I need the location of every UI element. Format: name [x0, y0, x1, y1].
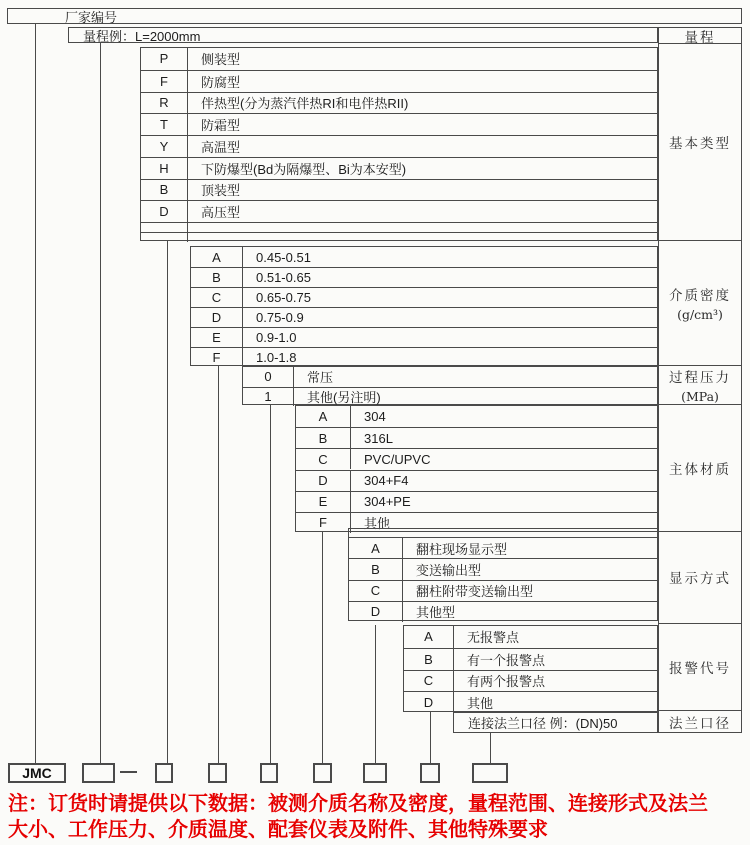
model-code-box-density [208, 763, 227, 783]
section-display [348, 528, 658, 621]
connector-line-pressure [270, 405, 271, 763]
category-label-unit: (MPa) [681, 389, 719, 404]
option-desc: 高温型 [201, 139, 241, 155]
category-label-pressure [659, 366, 741, 405]
option-code: T [141, 114, 188, 135]
option-desc: 304 [364, 409, 386, 425]
option-code: C [191, 288, 243, 307]
option-desc: 1.0-1.8 [256, 350, 297, 365]
connector-line-material [322, 532, 323, 763]
category-label-text: 过程压力 [669, 370, 731, 386]
option-desc: 0.45-0.51 [256, 249, 311, 265]
option-row-density-A [191, 247, 657, 267]
category-label-text: 法兰口径 [669, 715, 731, 732]
section-material [295, 405, 658, 532]
option-desc: 有两个报警点 [467, 674, 546, 690]
option-row-basic-type-P [141, 48, 657, 70]
manufacturer-row [7, 8, 742, 24]
range-row [68, 27, 658, 43]
category-label-text: 量程 [684, 29, 716, 46]
option-row-density-C [191, 287, 657, 307]
connector-line-flange [490, 733, 491, 763]
option-desc: 0.51-0.65 [256, 270, 311, 285]
category-label-text: 基本类型 [669, 136, 731, 153]
option-code: 1 [243, 388, 294, 407]
option-code: F [191, 348, 243, 367]
option-row-density-D [191, 307, 657, 327]
category-label-range [659, 28, 741, 44]
option-desc: PVC/UPVC [364, 451, 431, 467]
option-code: Y [141, 136, 188, 157]
option-row-empty [141, 232, 657, 242]
option-desc: 变送输出型 [416, 562, 482, 578]
option-desc: 防腐型 [201, 74, 241, 90]
section-alarm [403, 625, 658, 712]
option-row-material-E [296, 491, 657, 512]
connector-line-basic-type [167, 241, 168, 763]
option-desc: 防霜型 [201, 118, 241, 134]
model-code-box-flange [472, 763, 508, 783]
option-code: P [141, 48, 188, 70]
option-row-basic-type-D [141, 200, 657, 222]
option-code: D [191, 308, 243, 327]
option-code: A [191, 247, 243, 267]
option-row-basic-type-H [141, 157, 657, 179]
model-code-box-alarm [420, 763, 440, 783]
category-label-text: 显示方式 [669, 571, 731, 588]
option-desc: 0.9-1.0 [256, 330, 297, 345]
model-code-box-range [82, 763, 115, 783]
order-note-line-1: 注：订货时请提供以下数据：被测介质名称及密度，量程范围、连接形式及法兰 [8, 793, 708, 815]
range-example-label: 量程例：L=2000mm [83, 28, 201, 44]
option-code: C [296, 449, 351, 469]
option-desc: 高压型 [201, 205, 241, 221]
option-code: D [349, 602, 403, 622]
option-code: A [349, 538, 403, 558]
option-code: E [191, 328, 243, 347]
connector-line-range [100, 43, 101, 763]
option-row-basic-type-Y [141, 135, 657, 157]
category-label-density [659, 241, 741, 366]
category-label-basic-type [659, 44, 741, 241]
option-row-display-D [349, 601, 657, 622]
option-desc: 316L [364, 430, 393, 446]
flange-row [453, 712, 658, 733]
option-code: B [296, 428, 351, 448]
model-code-box-basic-type [155, 763, 173, 783]
option-row-pressure-0 [243, 367, 657, 387]
flange-row-label: 连接法兰口径 例：(DN)50 [468, 716, 618, 731]
option-row-basic-type-R [141, 92, 657, 114]
model-code-box-material [313, 763, 332, 783]
category-label-text: 介质密度 [669, 288, 731, 305]
connector-line-density [218, 366, 219, 763]
option-code: F [296, 513, 351, 533]
option-row-display-B [349, 558, 657, 579]
option-row-material-D [296, 470, 657, 491]
category-label-alarm [659, 624, 741, 711]
option-row-density-F [191, 347, 657, 367]
section-basic-type [140, 47, 658, 241]
option-code: B [349, 559, 403, 579]
option-desc: 伴热型(分为蒸汽伴热RI和电伴热RII) [201, 96, 409, 112]
option-desc: 顶装型 [201, 183, 241, 199]
connector-line-alarm [430, 712, 431, 763]
option-row-density-E [191, 327, 657, 347]
option-code: A [404, 626, 454, 648]
category-label-text: 主体材质 [669, 461, 731, 478]
option-desc: 翻柱现场显示型 [416, 541, 508, 557]
option-code: 0 [243, 367, 294, 387]
model-prefix-label: JMC [22, 765, 52, 781]
option-row-alarm-D [404, 691, 657, 713]
option-code-empty [141, 233, 188, 242]
option-code: E [296, 492, 351, 512]
option-desc: 翻柱附带变送输出型 [416, 584, 534, 600]
option-desc: 304+F4 [364, 473, 409, 489]
option-row-alarm-B [404, 648, 657, 670]
category-label-text: 报警代号 [669, 661, 731, 678]
option-code: D [296, 471, 351, 491]
option-code: R [141, 93, 188, 114]
category-label-unit: (g/cm³) [677, 307, 723, 323]
category-label-material [659, 405, 741, 532]
option-row-empty [141, 222, 657, 232]
option-desc: 其他型 [416, 605, 456, 621]
option-row-density-B [191, 267, 657, 287]
option-row-basic-type-B [141, 179, 657, 201]
option-row-alarm-C [404, 670, 657, 692]
section-pressure [242, 366, 658, 405]
option-code: B [141, 180, 188, 201]
option-desc: 304+PE [364, 494, 411, 510]
model-dash [120, 771, 137, 773]
category-label-flange [659, 711, 741, 732]
option-code-empty [141, 223, 188, 232]
option-code: H [141, 158, 188, 179]
option-code: A [296, 406, 351, 427]
option-desc: 下防爆型(Bd为隔爆型、Bi为本安型) [201, 161, 407, 177]
option-desc: 其他 [467, 696, 494, 712]
option-row-material-A [296, 406, 657, 427]
option-row-pressure-1 [243, 387, 657, 407]
option-desc: 0.75-0.9 [256, 310, 304, 325]
model-code-box-pressure [260, 763, 278, 783]
model-prefix-box [8, 763, 66, 783]
connector-line-display [375, 625, 376, 763]
option-desc: 0.65-0.75 [256, 290, 311, 305]
option-row-basic-type-T [141, 113, 657, 135]
option-desc: 其他(另注明) [307, 390, 381, 406]
option-code: B [404, 649, 454, 670]
option-code: B [191, 268, 243, 287]
option-row-basic-type-F [141, 70, 657, 92]
manufacturer-label: 厂家编号 [65, 9, 118, 25]
option-desc: 常压 [307, 370, 334, 386]
option-code: F [141, 71, 188, 92]
option-desc: 有一个报警点 [467, 652, 546, 668]
option-row-display-C [349, 580, 657, 601]
option-row-material-C [296, 448, 657, 469]
option-code: D [404, 692, 454, 713]
model-code-box-display [363, 763, 387, 783]
category-label-column [658, 27, 742, 733]
option-row-material-B [296, 427, 657, 448]
order-note-line-2: 大小、工作压力、介质温度、配套仪表及附件、其他特殊要求 [8, 819, 548, 841]
connector-line-manufacturer [35, 24, 36, 763]
option-desc: 其他 [364, 516, 391, 532]
section-density [190, 246, 658, 366]
category-label-display [659, 532, 741, 625]
option-code: C [349, 581, 403, 601]
option-desc: 侧装型 [201, 52, 241, 68]
option-code: C [404, 671, 454, 692]
option-desc: 无报警点 [467, 630, 520, 646]
option-row-alarm-A [404, 626, 657, 648]
option-code: D [141, 201, 188, 222]
option-row-display-A [349, 537, 657, 558]
